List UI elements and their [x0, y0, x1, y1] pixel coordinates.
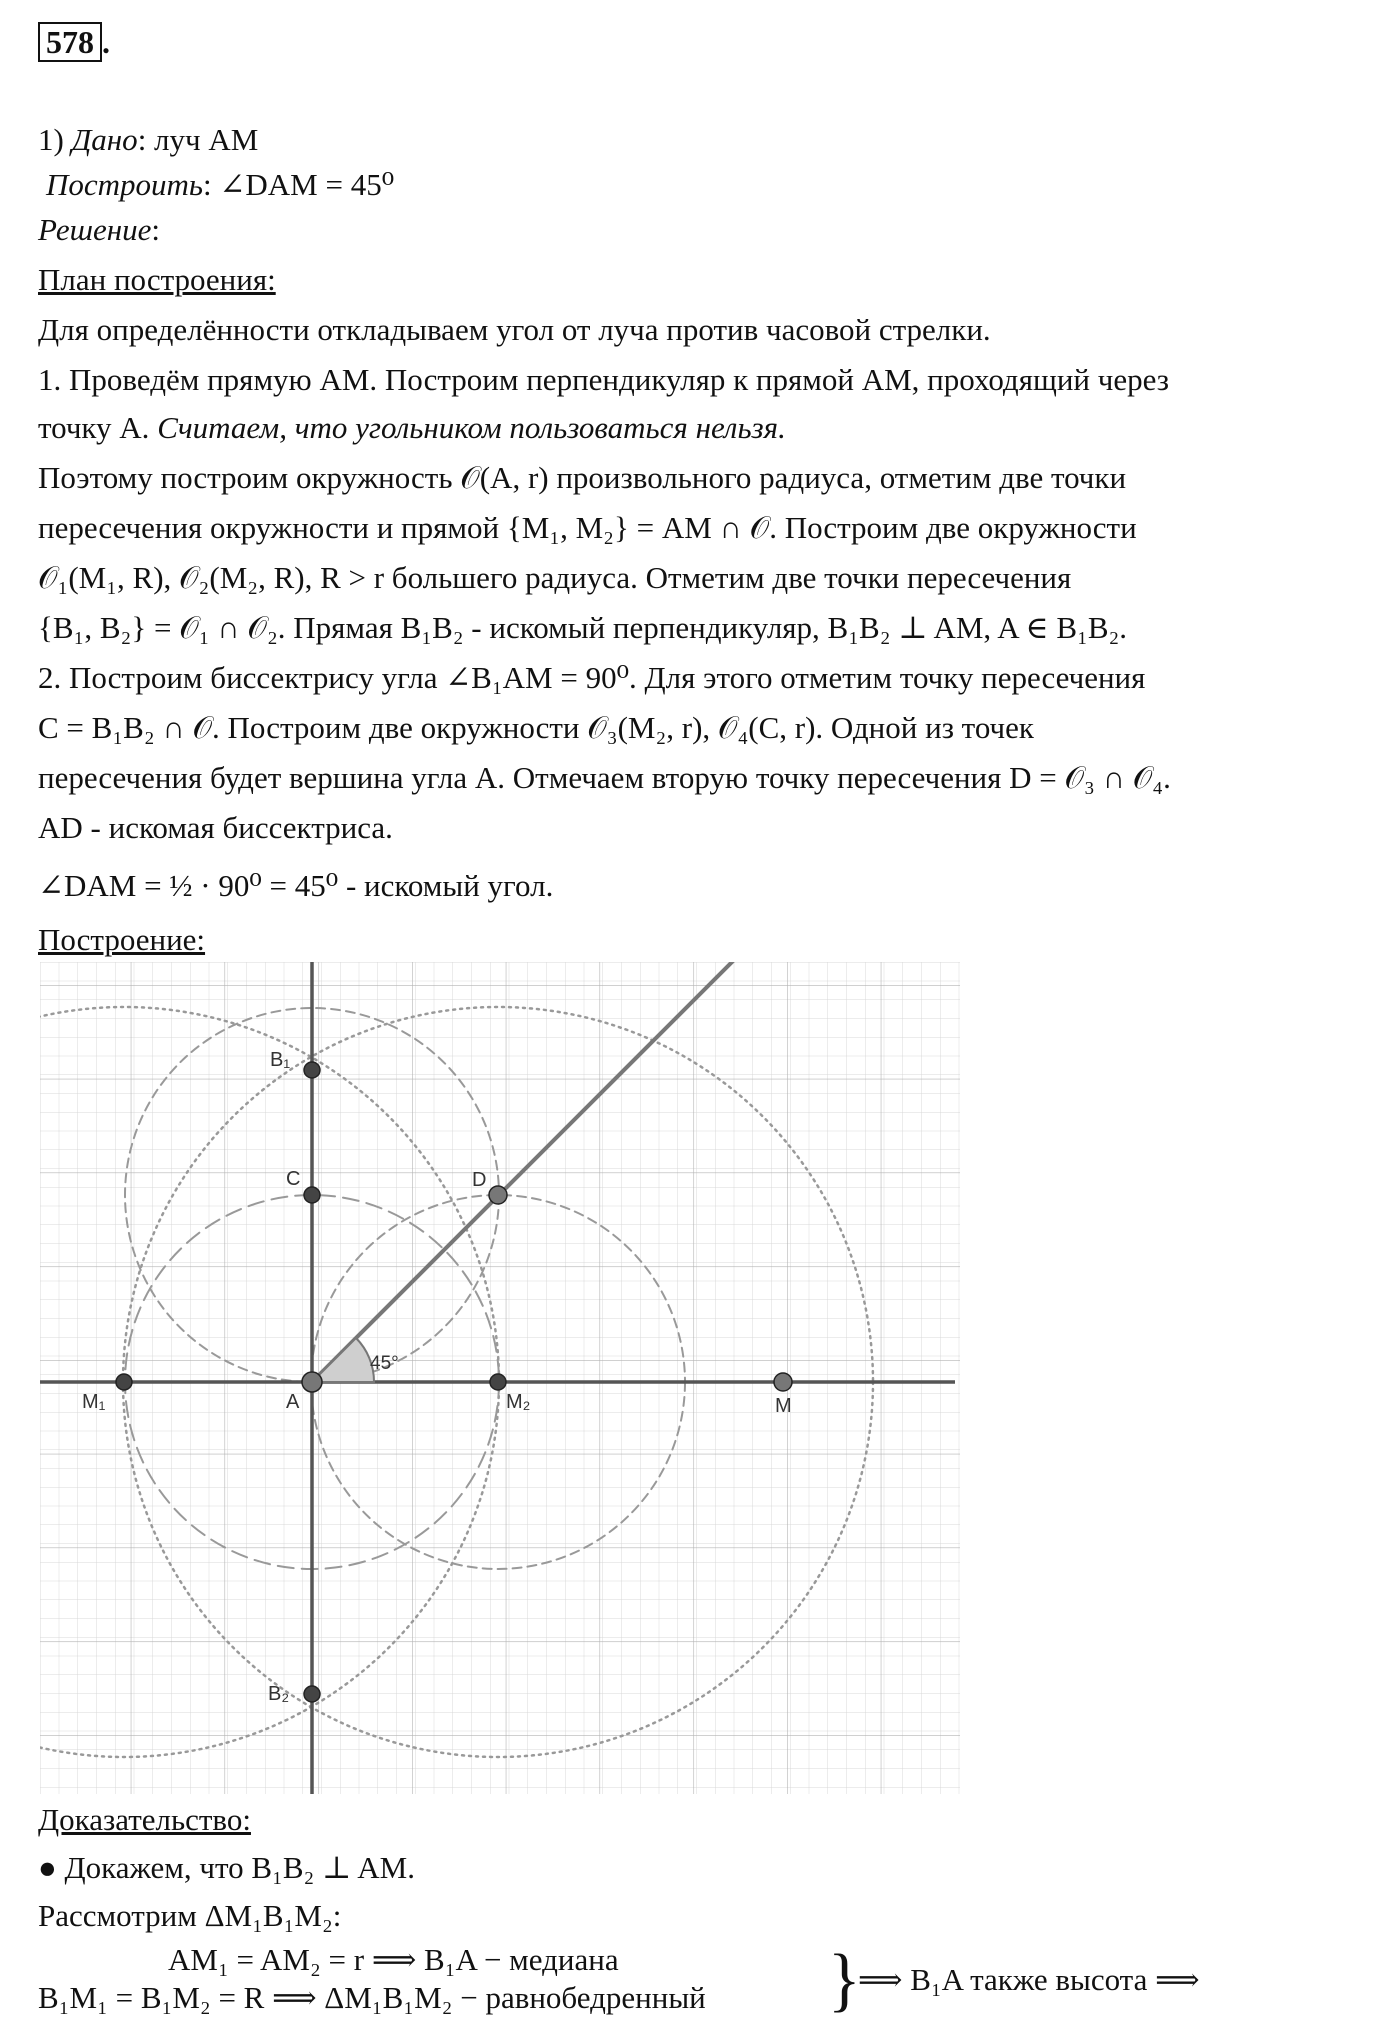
build-line [46, 165, 1376, 205]
proof-bullet: ● Докажем, что B₁B₂ ⊥ AM. [38, 1850, 415, 1885]
step2-line2: C = B₁B₂ ∩ 𝒪. Построим две окружности 𝒪₃(M₂, r), 𝒪₄(C, r). Одной из точек [38, 710, 1034, 745]
plan-heading: План построения: [38, 262, 276, 297]
construction-figure [40, 962, 960, 1794]
solution-line [38, 210, 1368, 250]
angle-result: ∠DAM = ½ · 90⁰ = 45⁰ - искомый угол. [38, 868, 554, 903]
build-text: : ∠DAM = 45⁰ [203, 167, 395, 202]
point-M [774, 1373, 792, 1391]
part-label: 1) [38, 122, 64, 157]
step1-line1: 1. Проведём прямую AM. Построим перпендикуляр к прямой AM, проходящий через [38, 362, 1169, 397]
point-A [302, 1372, 322, 1392]
step2-line1: 2. Построим биссектрису угла ∠B₁AM = 90⁰. Для этого отметим точку пересечения [38, 660, 1146, 695]
step1-line4: пересечения окружности и прямой {M₁, M₂} = AM ∩ 𝒪. Построим две окружности [38, 510, 1137, 545]
label-C: C [286, 1168, 301, 1190]
proof-heading: Доказательство: [38, 1802, 251, 1837]
step1-line2 [38, 408, 1368, 448]
proof-consider: Рассмотрим ΔM₁B₁M₂: [38, 1898, 342, 1933]
build-label: Построить [46, 167, 204, 202]
proof-eq2: B₁M₁ = B₁M₂ = R ⟹ ΔM₁B₁M₂ − равнобедренный [38, 1980, 706, 2015]
step2-line3: пересечения будет вершина угла A. Отмечаем вторую точку пересечения D = 𝒪₃ ∩ 𝒪₄. [38, 760, 1171, 795]
point-D [489, 1186, 507, 1204]
label-M2: M₂ [506, 1391, 531, 1413]
proof-eq1: AM₁ = AM₂ = r ⟹ B₁A − медиана [168, 1942, 619, 1977]
plan-intro: Для определённости откладываем угол от луча против часовой стрелки. [38, 312, 991, 347]
point-C [304, 1187, 320, 1203]
point-M2 [490, 1374, 506, 1390]
given-label: Дано [71, 122, 138, 157]
step1-line2a: точку A. [38, 410, 158, 445]
problem-number: 578 . [38, 22, 110, 62]
step2-line4: AD - искомая биссектриса. [38, 810, 393, 845]
step1-line6: {B₁, B₂} = 𝒪₁ ∩ 𝒪₂. Прямая B₁B₂ - искомый перпендикуляр, B₁B₂ ⊥ AM, A ∈ B₁B₂. [38, 610, 1128, 645]
proof-brace: } [828, 1939, 861, 2019]
given-line [38, 120, 1368, 160]
construction-heading: Построение: [38, 922, 206, 957]
step1-line5: 𝒪₁(M₁, R), 𝒪₂(M₂, R), R > r большего радиуса. Отметим две точки пересечения [38, 560, 1072, 595]
point-B2 [304, 1686, 320, 1702]
given-text: : луч AM [137, 122, 259, 157]
label-M: M [775, 1395, 792, 1417]
proof-conclusion: ⟹ B₁A также высота ⟹ [858, 1962, 1200, 1997]
point-M1 [116, 1374, 132, 1390]
solution-label: Решение [38, 212, 152, 247]
problem-number-box: 578 [38, 22, 102, 62]
label-A: A [286, 1391, 300, 1413]
solution-colon: : [151, 212, 160, 247]
label-B2: B₂ [268, 1683, 290, 1705]
step1-line2b: Считаем, что угольником пользоваться нельзя. [157, 410, 786, 445]
point-B1 [304, 1062, 320, 1078]
step1-line3: Поэтому построим окружность 𝒪(A, r) произвольного радиуса, отметим две точки [38, 460, 1127, 495]
angle-label: 45° [370, 1353, 399, 1374]
label-D: D [472, 1169, 487, 1191]
label-B1: B₁ [270, 1049, 291, 1071]
label-M1: M₁ [82, 1391, 106, 1413]
